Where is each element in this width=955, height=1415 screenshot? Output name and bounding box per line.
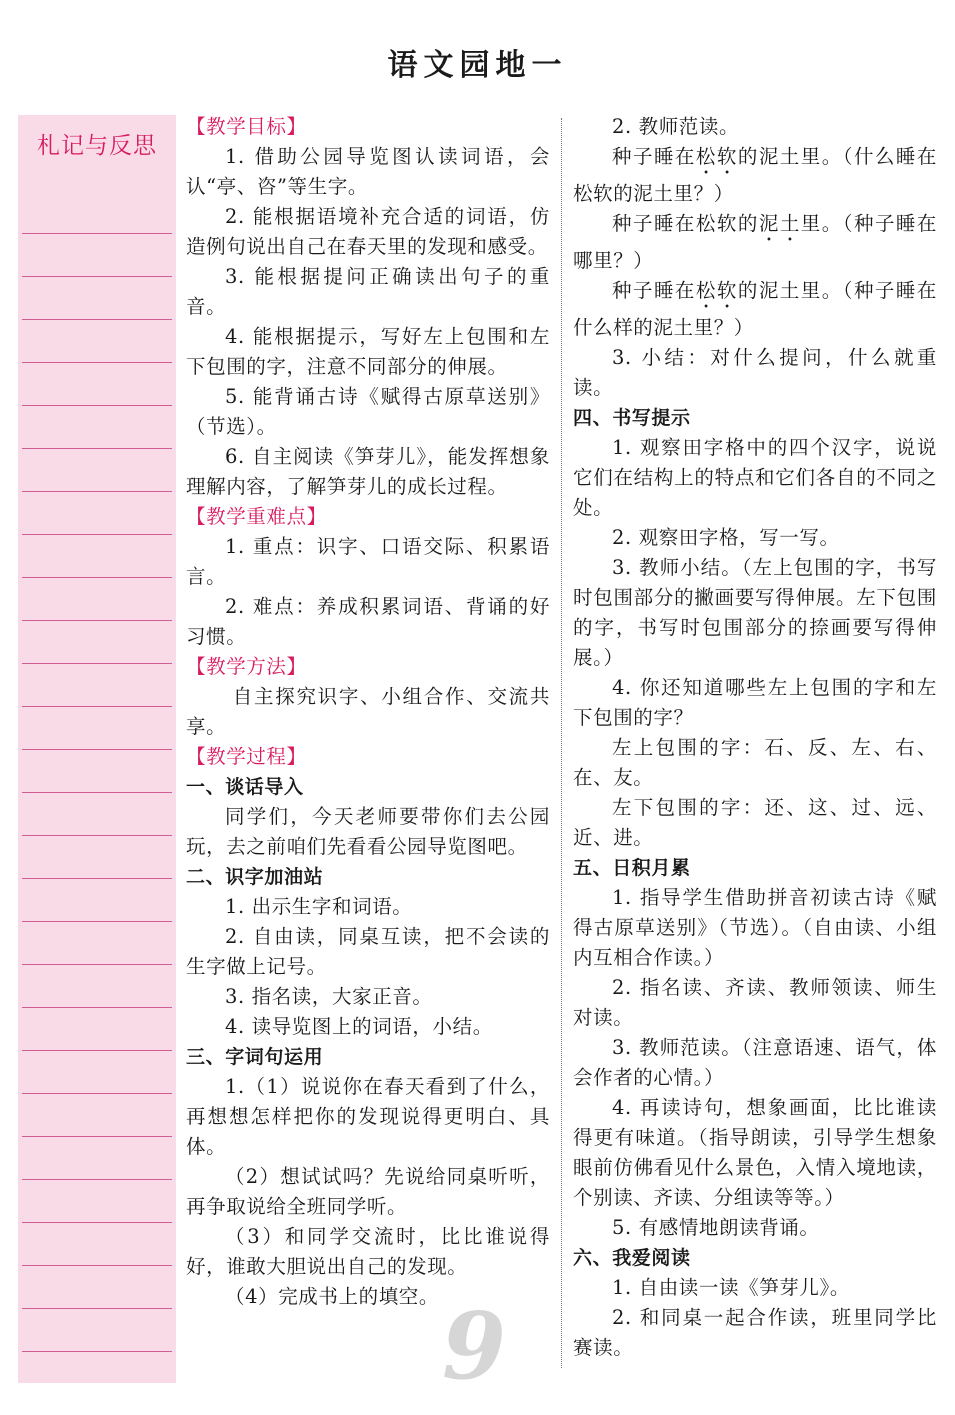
- paragraph: 左下包围的字：还、这、过、远、近、进。: [573, 796, 937, 849]
- step-heading: 四、书写提示: [573, 407, 691, 429]
- note-lines: [22, 191, 172, 1371]
- sentence-text: 种子睡在: [612, 145, 696, 168]
- paragraph: 1. 观察田字格中的四个汉字，说说它们在结构上的特点和它们各自的不同之处。: [573, 436, 937, 519]
- paragraph: 2. 指名读、齐读、教师领读、师生对读。: [573, 976, 937, 1029]
- paragraph: 1. 指导学生借助拼音初读古诗《赋得古原草送别》（节选）。（自由读、小组内互相合作读。）: [573, 886, 937, 969]
- step-heading: 六、我爱阅读: [573, 1247, 691, 1269]
- example-sentence: [573, 209, 937, 276]
- paragraph: 4. 你还知道哪些左上包围的字和左下包围的字？: [573, 676, 937, 729]
- paragraph: 3. 教师小结。（左上包围的字，书写时包围部分的撇画要写得伸展。左下包围的字，书写时包围部分的捺画要写得伸展。）: [573, 556, 937, 669]
- paragraph: 3. 能根据提问正确读出句子的重音。: [186, 265, 550, 318]
- paragraph: 4. 能根据提示，写好左上包围和左下包围的字，注意不同部分的伸展。: [186, 325, 550, 378]
- page-number: 9: [442, 1292, 507, 1400]
- paragraph: 1.（1）说说你在春天看到了什么，再想想怎样把你的发现说得更明白、具体。: [186, 1075, 550, 1158]
- notes-sidebar: [18, 115, 176, 1383]
- example-sentence: [573, 142, 937, 209]
- step-heading: 三、字词句运用: [186, 1046, 324, 1068]
- paragraph: 4. 再读诗句，想象画面，比比谁读得更有味道。（指导朗读，引导学生想象眼前仿佛看见什么景色，入情入境地读，个别读、齐读、分组读等等。）: [573, 1096, 937, 1209]
- paragraph: 2. 和同桌一起合作读，班里同学比赛读。: [573, 1306, 937, 1359]
- paragraph: 4. 读导览图上的词语，小结。: [225, 1015, 493, 1038]
- step-heading: 二、识字加油站: [186, 866, 324, 888]
- paragraph: 5. 能背诵古诗《赋得古原草送别》（节选）。: [186, 385, 550, 438]
- section-heading-process: 【教学过程】: [186, 745, 307, 768]
- paragraph: 3. 指名读，大家正音。: [225, 985, 433, 1008]
- paragraph: 2. 教师范读。: [612, 115, 740, 138]
- paragraph: 3. 小结：对什么提问，什么就重读。: [573, 346, 937, 399]
- paragraph: （4）完成书上的填空。: [225, 1285, 440, 1308]
- column-divider: [561, 118, 562, 1368]
- paragraph: 2. 能根据语境补充合适的词语，仿造例句说出自己在春天里的发现和感受。: [186, 205, 550, 258]
- paragraph: 同学们，今天老师要带你们去公园玩，去之前咱们先看看公园导览图吧。: [186, 805, 550, 858]
- paragraph: 5. 有感情地朗读背诵。: [612, 1216, 820, 1239]
- section-heading-key-points: 【教学重难点】: [186, 505, 327, 528]
- right-column: [573, 112, 937, 1363]
- section-heading-methods: 【教学方法】: [186, 655, 307, 678]
- paragraph: 左上包围的字：石、反、左、右、在、友。: [573, 736, 937, 789]
- paragraph: 自主探究识字、小组合作、交流共享。: [186, 685, 550, 738]
- emphasized-word: 松软: [695, 279, 738, 302]
- paragraph: 1. 重点：识字、口语交际、积累语言。: [186, 535, 550, 588]
- paragraph: 3. 教师范读。（注意语速、语气，体会作者的心情。）: [573, 1036, 937, 1089]
- sentence-text: 的泥土里。（什么睡在松软的泥土里？）: [573, 145, 937, 205]
- section-heading-objectives: 【教学目标】: [186, 115, 307, 138]
- emphasized-word: 松软: [695, 145, 738, 168]
- sentence-text: 种子睡在松软的: [612, 212, 759, 235]
- paragraph: （2）想试试吗？先说给同桌听听，再争取说给全班同学听。: [186, 1165, 550, 1218]
- sidebar-title: 札记与反思: [37, 133, 157, 159]
- paragraph: 2. 自由读，同桌互读，把不会读的生字做上记号。: [186, 925, 550, 978]
- left-column: [186, 112, 550, 1312]
- sentence-text: 的泥土里。（种子睡在什么样的泥土里？）: [573, 279, 937, 339]
- example-sentence: [573, 276, 937, 343]
- emphasized-word: 泥土: [758, 212, 801, 235]
- paragraph: （3）和同学交流时，比比谁说得好，谁敢大胆说出自己的发现。: [186, 1225, 550, 1278]
- sentence-text: 里。（种子睡在哪里？）: [573, 212, 938, 272]
- paragraph: 6. 自主阅读《笋芽儿》，能发挥想象理解内容，了解笋芽儿的成长过程。: [186, 445, 550, 498]
- paragraph: 2. 观察田字格，写一写。: [612, 526, 840, 549]
- step-heading: 五、日积月累: [573, 857, 691, 879]
- paragraph: 1. 出示生字和词语。: [225, 895, 413, 918]
- sentence-text: 种子睡在: [612, 279, 696, 302]
- paragraph: 1. 自由读一读《笋芽儿》。: [612, 1276, 850, 1299]
- step-heading: 一、谈话导入: [186, 776, 304, 798]
- paragraph: 2. 难点：养成积累词语、背诵的好习惯。: [186, 595, 550, 648]
- paragraph: 1. 借助公园导览图认读词语，会认“亭、咨”等生字。: [186, 145, 550, 198]
- page-title: 语文园地一: [387, 48, 568, 83]
